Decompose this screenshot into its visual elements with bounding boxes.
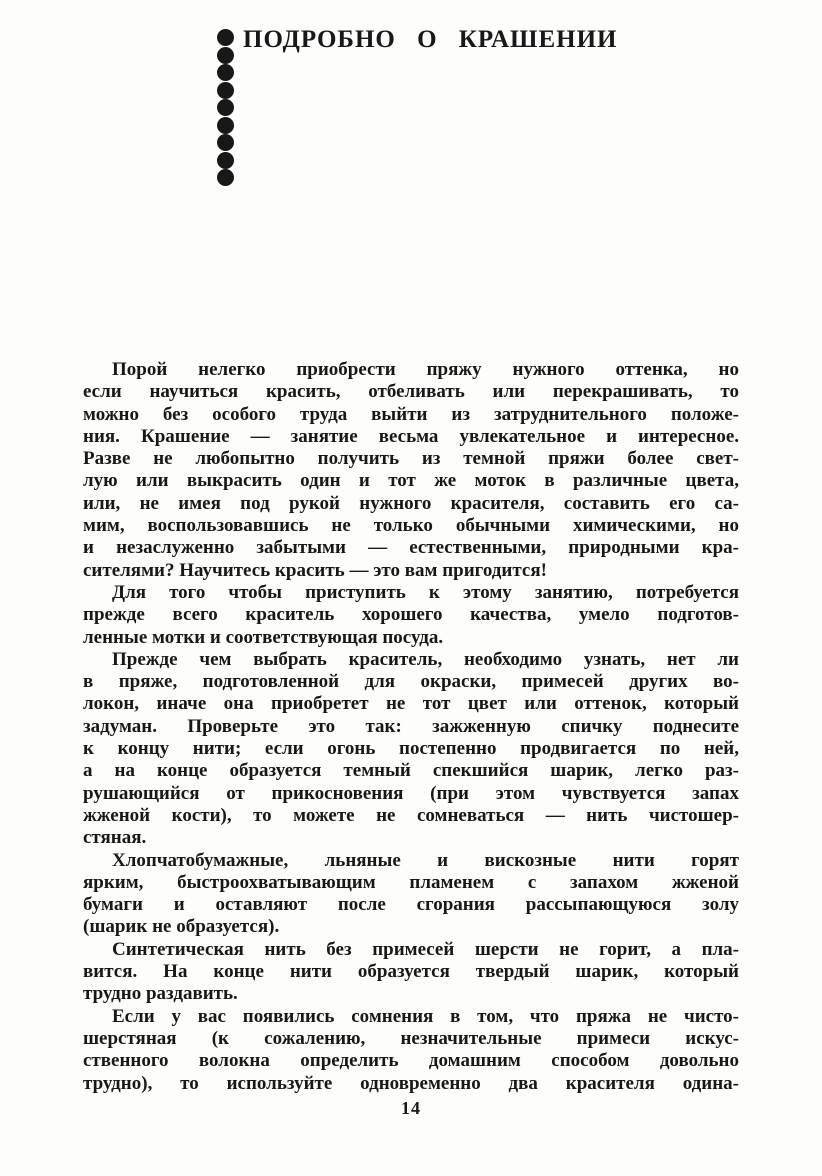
text-line: ярким, быстроохватывающим пламенем с запахом жженой bbox=[83, 871, 739, 893]
text-line: локон, иначе она приобретет не тот цвет или оттенок, который bbox=[83, 693, 739, 715]
text-line: стяная. bbox=[83, 827, 147, 849]
text-line: прежде всего краситель хорошего качества, умело подготов- bbox=[83, 604, 739, 626]
text-line: ленные мотки и соответствующая посуда. bbox=[83, 626, 444, 648]
text-line: можно без особого труда выйти из затруднительного положе- bbox=[83, 403, 739, 425]
text-line: ния. Крашение — занятие весьма увлекательное и интересное. bbox=[83, 425, 739, 447]
bullet-dot bbox=[217, 99, 234, 116]
text-line: мим, воспользовавшись не только обычными химическими, но bbox=[83, 515, 739, 537]
bullet-dot bbox=[217, 82, 234, 99]
text-line: лую или выкрасить один и тот же моток в различные цвета, bbox=[83, 470, 739, 492]
text-line: Для того чтобы приступить к этому занятию, потребуется bbox=[112, 581, 739, 603]
paragraph bbox=[83, 1006, 739, 1095]
text-line: трудно), то используйте одновременно два красителя одина- bbox=[83, 1072, 739, 1094]
bullet-dot bbox=[217, 47, 234, 64]
bullet-dot bbox=[217, 169, 234, 186]
bullet-dot bbox=[217, 64, 234, 81]
body-text bbox=[83, 359, 739, 1095]
text-line: трудно раздавить. bbox=[83, 983, 238, 1005]
text-line: или, не имея под рукой нужного красителя, составить его са- bbox=[83, 492, 739, 514]
page-number: 14 bbox=[401, 1098, 421, 1118]
text-line: ственного волокна определить домашним способом довольно bbox=[83, 1050, 739, 1072]
title-dots-decoration bbox=[217, 29, 234, 186]
text-line: Синтетическая нить без примесей шерсти не горит, а пла- bbox=[112, 938, 739, 960]
paragraph bbox=[83, 939, 739, 1006]
text-line: (шарик не образуется). bbox=[83, 916, 280, 938]
text-line: Порой нелегко приобрести пряжу нужного оттенка, но bbox=[112, 359, 739, 380]
paragraph bbox=[83, 649, 739, 850]
text-line: а на конце образуется темный спекшийся шарик, легко раз- bbox=[83, 760, 739, 782]
chapter-title: ПОДРОБНО О КРАШЕНИИ bbox=[243, 26, 618, 53]
paragraph bbox=[83, 582, 739, 649]
bullet-dot bbox=[217, 29, 234, 46]
text-line: Хлопчатобумажные, льняные и вискозные нити горят bbox=[112, 849, 739, 871]
paragraph bbox=[83, 850, 739, 939]
text-line: задуман. Проверьте это так: зажженную спичку поднесите bbox=[83, 715, 739, 737]
text-line: вится. На конце нити образуется твердый шарик, который bbox=[83, 961, 739, 983]
text-line: к концу нити; если огонь постепенно продвигается по ней, bbox=[83, 738, 739, 760]
text-line: Прежде чем выбрать краситель, необходимо узнать, нет ли bbox=[112, 648, 739, 670]
text-line: в пряже, подготовленной для окраски, примесей других во- bbox=[83, 671, 739, 693]
text-line: сителями? Научитесь красить — это вам пригодится! bbox=[83, 559, 547, 581]
text-line: рушающийся от прикосновения (при этом чувствуется запах bbox=[83, 782, 739, 804]
text-line: Если у вас появились сомнения в том, что пряжа не чисто- bbox=[112, 1005, 739, 1027]
text-line: жженой кости), то можете не сомневаться — нить чистошер- bbox=[83, 804, 739, 826]
text-line: Разве не любопытно получить из темной пряжи более свет- bbox=[83, 448, 739, 470]
bullet-dot bbox=[217, 117, 234, 134]
text-line: шерстяная (к сожалению, незначительные примеси искус- bbox=[83, 1027, 739, 1049]
paragraph bbox=[83, 359, 739, 582]
text-line: бумаги и оставляют после сгорания рассыпающуюся золу bbox=[83, 894, 739, 916]
bullet-dot bbox=[217, 152, 234, 169]
text-line: и незаслуженно забытыми — естественными, природными кра- bbox=[83, 537, 739, 559]
text-line: если научиться красить, отбеливать или перекрашивать, то bbox=[83, 381, 739, 403]
bullet-dot bbox=[217, 134, 234, 151]
